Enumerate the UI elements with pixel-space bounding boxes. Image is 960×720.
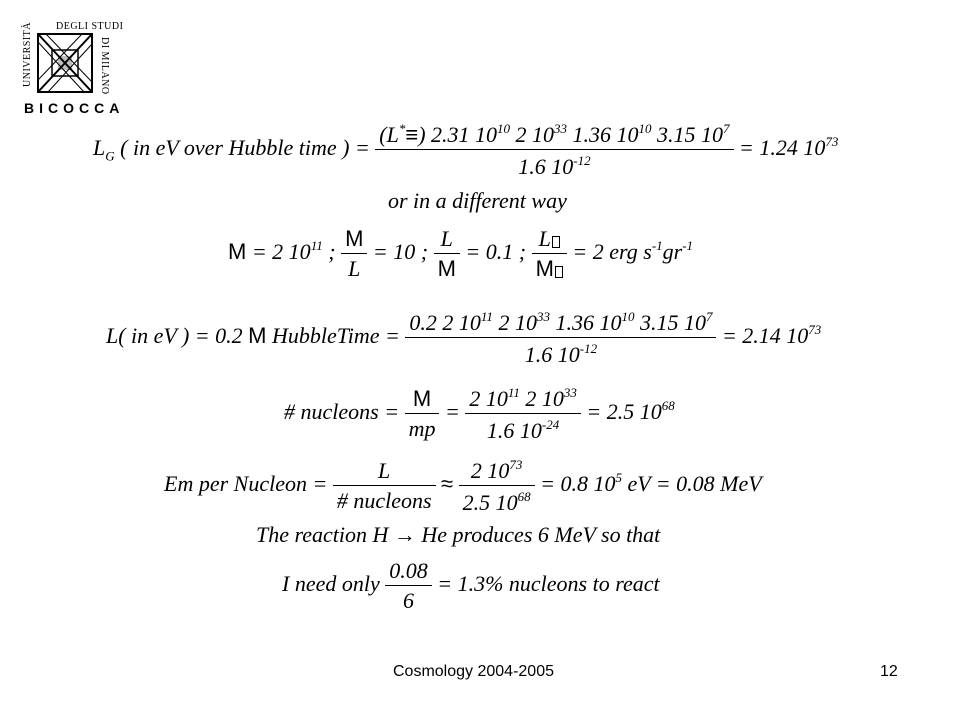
footer-course-title: Cosmology 2004-2005	[393, 663, 554, 680]
eq2-fraction-m-over-l: $\frac{M}{L}$	[341, 228, 367, 280]
logo-text-di-milano: DI MILANO	[99, 37, 110, 95]
eq4-fraction-values: $\frac{2 10^{11} 2 10^{33}}{1.6 10^{-24}}$	[465, 386, 581, 442]
eq2-fraction-lsun-over-msun: $\frac{L}{M}$	[532, 228, 567, 280]
logo-text-bicocca: BICOCCA	[24, 100, 125, 116]
logo-text-degli-studi: DEGLI STUDI	[56, 21, 124, 32]
university-logo	[22, 20, 125, 116]
equation-nucleons: # nucleons = $\frac{M}{mp}$ = $\frac{2 10^{11} 2 10^{33}}{1.6 10^{-24}}$ = 2.5 $10^{68}$	[284, 385, 675, 443]
eq1-fraction	[375, 122, 733, 178]
eq4-fraction-m-over-mp: $\frac{M}{mp}$	[405, 388, 440, 440]
missing-glyph-box	[555, 266, 563, 278]
equation-luminosity-hubble	[93, 122, 838, 178]
eq3-fraction: $\frac{0.2 2 10^{11} 2 10^{33} 1.36 10^{10} 3.15 10^7}{1.6 10^{-12}}$	[405, 310, 716, 366]
eq1-result: = 1.24 $10^{73}$	[739, 134, 839, 161]
eq7-fraction: $\frac{0.08}{6}$	[385, 560, 432, 612]
eq1-denominator: 1.6 $10^{-12}$	[375, 149, 733, 178]
text-reaction-h-he: The reaction H → He produces 6 MeV so that	[256, 522, 661, 547]
eq5-fraction-l-over-nucleons: $\frac{L}{\text{\# nucleons}}$	[333, 460, 436, 512]
eq1-numerator: (L*≡) 2.31 $10^{10}$ 2 $10^{33}$ 1.36 $10^{10}$ 3.15 $10^7$	[379, 121, 730, 147]
logo-text-universita: UNIVERSITÀ	[22, 22, 33, 88]
equation-energy-per-nucleon: Em per Nucleon = $\frac{L}{\text{\# nucleons}}$ ≈ $\frac{2 10^{73}}{2.5 10^{68}}$ = 0.8 $10^5$ eV = 0.08 MeV	[164, 457, 762, 515]
logo-emblem-icon	[36, 32, 94, 94]
eq2-fraction-l-over-m: $\frac{L}{M}$	[434, 228, 460, 280]
eq1-lhs: $L_G$ ( in eV over Hubble time ) =	[93, 135, 370, 164]
page-number: 12	[880, 663, 898, 680]
equation-fraction-react: I need only $\frac{0.08}{6}$ = 1.3% nucleons to react	[282, 558, 660, 613]
eq5-fraction-values: $\frac{2 10^{73}}{2.5 10^{68}}$	[459, 458, 535, 514]
equation-mass-ratios: M = 2 $10^{11}$ ; $\frac{M}{L}$ = 10 ; $\frac{L}{M}$ = 0.1 ; $\frac{L}{M}$ = 2 erg $s^{-1}gr^{-1}$	[228, 226, 694, 281]
text-or-in-different-way: or in a different way	[388, 188, 567, 213]
missing-glyph-box	[552, 236, 560, 248]
equation-luminosity-ev: L( in eV ) = 0.2 M HubbleTime = $\frac{0.2 2 10^{11} 2 10^{33} 1.36 10^{10} 3.15 10^7}{1.6 10^{-12}}$ = 2.14 $10^{73}$	[106, 309, 822, 367]
